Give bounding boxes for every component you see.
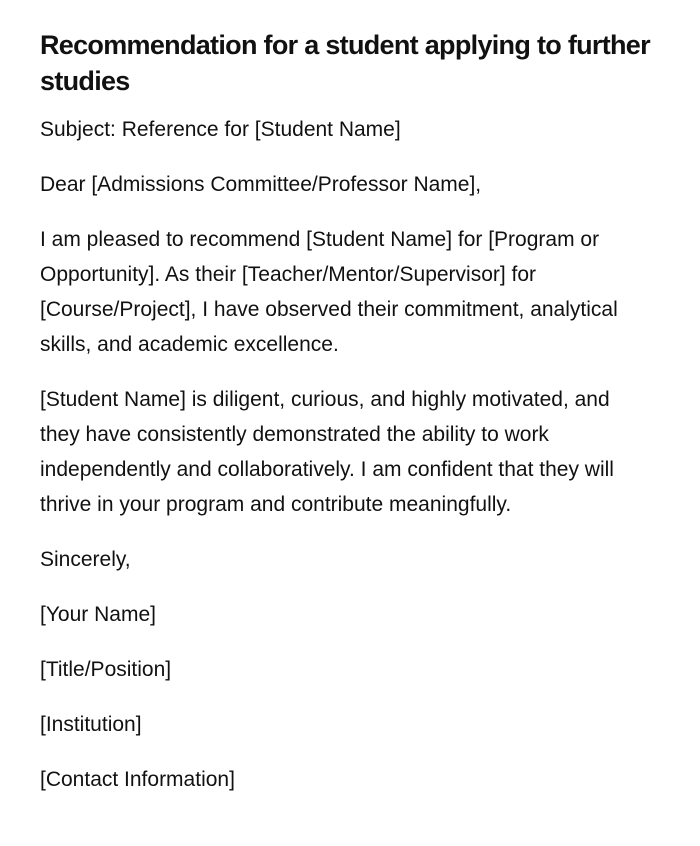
salutation: Dear [Admissions Committee/Professor Name], <box>40 173 482 196</box>
signature-name: [Your Name] <box>40 603 156 626</box>
body-paragraph: I am pleased to recommend [Student Name] for [Program or Opportunity]. As their [Teacher/Mentor/Supervisor] for [Course/Project], I have observed their commitment, analytical skills, and academic excellence. <box>40 228 618 356</box>
signature-title: [Title/Position] <box>40 658 172 681</box>
signature-contact: [Contact Information] <box>40 768 235 791</box>
subject-line: Subject: Reference for [Student Name] <box>40 118 401 141</box>
signature-institution: [Institution] <box>40 713 142 736</box>
closing-line: Sincerely, <box>40 548 131 571</box>
page-title: Recommendation for a student applying to further studies <box>40 30 650 96</box>
body-paragraph: [Student Name] is diligent, curious, and highly motivated, and they have consistently demonstrated the ability to work independently and collaboratively. I am confident that they will thrive in your program and contribute meaningfully. <box>40 388 614 516</box>
